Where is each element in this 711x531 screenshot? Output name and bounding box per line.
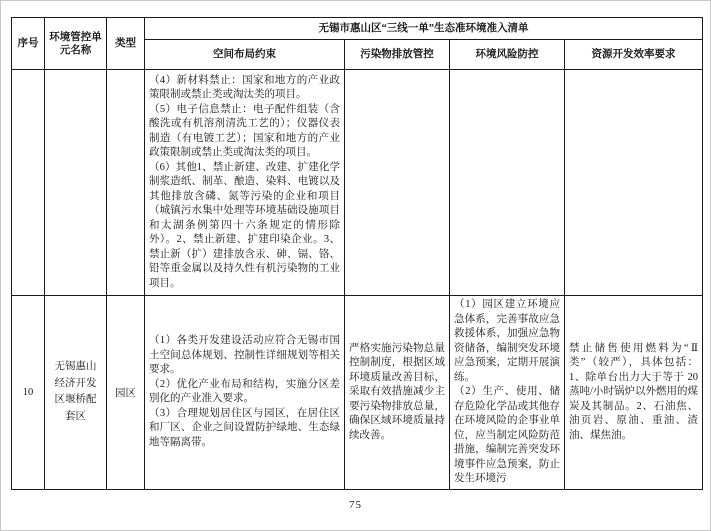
eco-access-list-table (11, 17, 703, 490)
space-paragraph: （1）各类开发建设活动应符合无锡市国土空间总体规划、控制性详细规划等相关要求。 (149, 335, 340, 376)
col-header-space-layout: 空间布局约束 (145, 40, 345, 70)
pollutant-control-cell (345, 296, 450, 490)
space-paragraph: （6）其他1、禁止新建、改建、扩建化学制浆造纸、制革、酿造、染料、电镀以及其他排放含磷、氮等污染的企业和项目（城镇污水集中处理等环境基础设施项目和太湖条例第四十六条规定的情形除外）。2、禁止新建、扩建印染企业。3、禁止新（扩）建排放含汞、砷、镉、铬、铅等重金属以及持久性有机污染物的工业项目。 (149, 161, 340, 289)
table-row-unit-10 (12, 296, 703, 490)
serial-cell: 10 (12, 296, 45, 490)
col-header-serial: 序号 (12, 18, 45, 70)
risk-paragraph: （2）生产、使用、储存危险化学品或其他存在环境风险的企事业单位，应当制定风险防范措施，编制完善突发环境事件应急预案，防止发生环境污 (454, 386, 560, 484)
table-row-continuation (12, 70, 703, 296)
col-header-type: 类型 (107, 18, 145, 70)
space-paragraph: （2）优化产业布局和结构，实施分区差别化的产业准入要求。 (149, 378, 340, 405)
resource-paragraph: 禁止储售使用燃料为“Ⅱ类”（较严），具体包括：1、除单台出力大于等于 20 蒸吨/小时锅炉以外燃用的煤炭及其制品。2、石油焦、油页岩、原油、重油、渣油、煤焦油。 (569, 342, 698, 441)
pollutant-cell-empty (345, 70, 450, 296)
col-header-resource-efficiency: 资源开发效率要求 (565, 40, 703, 70)
unit-name-cell (45, 296, 107, 490)
table-banner-title: 无锡市惠山区“三线一单”生态准环境准入清单 (145, 18, 703, 40)
unit-name-text: 无锡惠山经济开发区堰桥配套区 (54, 361, 97, 422)
col-header-risk-prevention: 环境风险防控 (450, 40, 565, 70)
space-paragraph: （4）新材料禁止：国家和地方的产业政策限制或禁止类或淘汰类的项目。 (149, 74, 340, 101)
header-row-banner (12, 18, 703, 40)
page-number: 75 (349, 499, 362, 511)
type-cell: 园区 (107, 296, 145, 490)
risk-paragraph: （1）园区建立环境应急体系，完善事故应急救援体系，加强应急物资储备，编制突发环境应急预案，定期开展演练。 (454, 299, 560, 383)
unit-name-cell-empty (45, 70, 107, 296)
resource-cell-empty (565, 70, 703, 296)
resource-efficiency-cell (565, 296, 703, 490)
space-paragraph: （3）合理规划居住区与园区，在居住区和厂区、企业之间设置防护绿地、生态绿地等隔离带。 (149, 407, 340, 448)
col-header-pollutant-control: 污染物排放管控 (345, 40, 450, 70)
serial-cell-empty (12, 70, 45, 296)
type-cell-empty (107, 70, 145, 296)
space-paragraph: （5）电子信息禁止：电子配件组装（含酸洗或有机溶剂清洗工艺的）；仪器仪表制造（有电镀工艺）；国家和地方的产业政策限制或禁止类或淘汰类的项目。 (149, 103, 340, 159)
space-layout-cell (145, 70, 345, 296)
risk-cell-empty (450, 70, 565, 296)
col-header-unit-name: 环境管控单元名称 (45, 18, 107, 70)
pollutant-paragraph: 严格实施污染物总量控制制度，根据区域环境质量改善目标，采取有效措施减少主要污染物排放总量，确保区域环境质量持续改善。 (349, 342, 445, 441)
risk-prevention-cell (450, 296, 565, 490)
space-layout-cell (145, 296, 345, 490)
